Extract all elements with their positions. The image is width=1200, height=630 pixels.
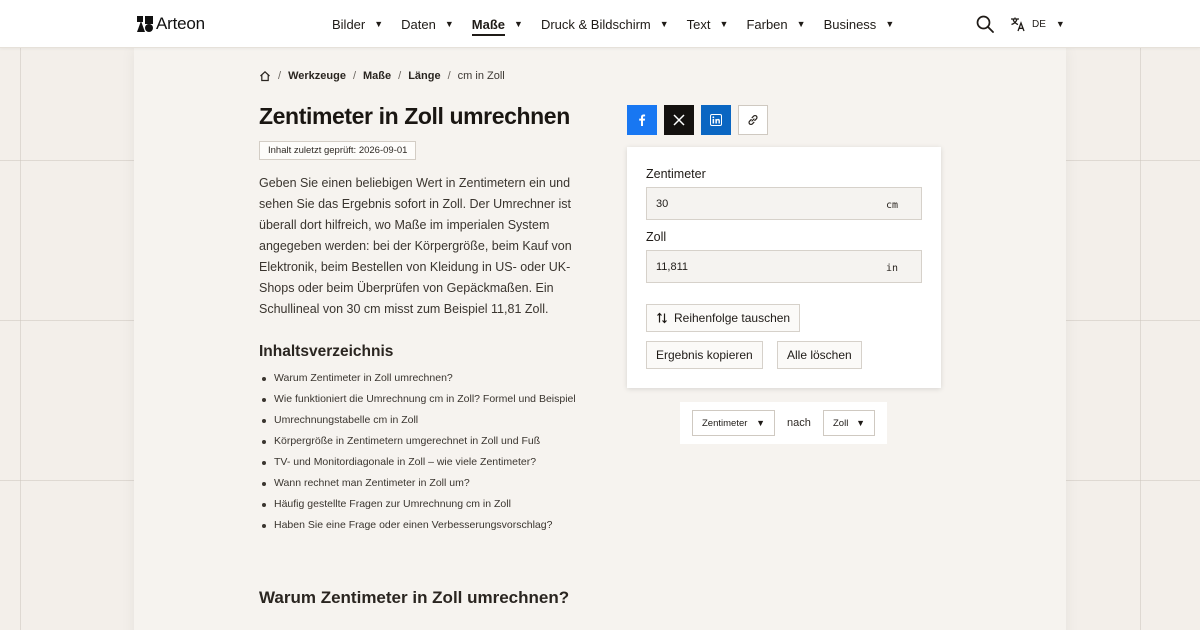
from-unit-select-value: Zentimeter [702, 417, 748, 429]
toc-item[interactable]: Wann rechnet man Zentimeter in Zoll um? [259, 473, 619, 494]
chevron-down-icon: ▼ [719, 18, 729, 29]
converter-card [627, 147, 941, 388]
x-icon [673, 114, 685, 126]
section-heading: Warum Zentimeter in Zoll umrechnen? [259, 588, 570, 607]
unit-selector-bar [680, 402, 887, 444]
swap-order-button[interactable] [646, 304, 800, 332]
to-field [646, 250, 922, 283]
toc-item[interactable]: Haben Sie eine Frage oder einen Verbesserungsvorschlag? [259, 515, 619, 536]
shapes-logo-icon [137, 16, 153, 32]
nav-item-bilder[interactable] [332, 0, 383, 48]
clear-all-label: Alle löschen [787, 348, 852, 362]
toc-item[interactable]: TV- und Monitordiagonale in Zoll – wie viele Zentimeter? [259, 452, 619, 473]
copy-link-button[interactable] [738, 105, 768, 135]
copy-result-button[interactable] [646, 341, 763, 369]
breadcrumb-item-masse[interactable]: Maße [363, 70, 392, 82]
page-title: Zentimeter in Zoll umrechnen [259, 103, 570, 129]
chevron-down-icon: ▼ [756, 418, 765, 428]
share-facebook-button[interactable] [627, 105, 657, 135]
language-selector[interactable] [1010, 14, 1065, 34]
top-navigation-bar [0, 0, 1200, 48]
toc-item[interactable]: Warum Zentimeter in Zoll umrechnen? [259, 368, 619, 389]
unit-connector: nach [787, 417, 811, 429]
brand-logo[interactable] [137, 14, 205, 34]
swap-arrows-icon [656, 312, 668, 324]
chevron-down-icon: ▼ [1055, 19, 1065, 29]
swap-order-label: Reihenfolge tauschen [674, 311, 791, 325]
search-icon[interactable] [976, 15, 994, 33]
nav-item-label: Bilder [332, 16, 366, 32]
share-linkedin-button[interactable] [701, 105, 731, 135]
chevron-down-icon: ▼ [796, 18, 806, 29]
toc-title: Inhaltsverzeichnis [259, 343, 394, 360]
inch-input[interactable] [647, 251, 867, 282]
nav-item-daten[interactable] [401, 0, 454, 48]
chevron-down-icon: ▼ [514, 18, 523, 29]
share-buttons [627, 105, 768, 135]
from-unit-select[interactable] [692, 410, 775, 436]
home-icon[interactable] [259, 70, 271, 82]
chevron-down-icon: ▼ [885, 18, 895, 29]
nav-item-label: Maße [472, 17, 505, 36]
nav-item-label: Farben [746, 16, 788, 32]
nav-item-label: Daten [401, 16, 436, 32]
nav-item-label: Business [823, 16, 877, 32]
chevron-down-icon: ▼ [444, 18, 454, 29]
from-field-label: Zentimeter [646, 167, 706, 181]
to-unit: in [885, 263, 898, 274]
linkedin-icon [710, 114, 722, 126]
share-x-button[interactable] [664, 105, 694, 135]
toc-item[interactable]: Umrechnungstabelle cm in Zoll [259, 410, 619, 431]
nav-item-text[interactable] [687, 0, 729, 48]
breadcrumb-item-laenge[interactable]: Länge [408, 70, 441, 82]
intro-paragraph: Geben Sie einen beliebigen Wert in Zentimetern ein und sehen Sie das Ergebnis sofort in Zoll. Der Umrechner ist überall dort hilfreich, wo Maße im imperialen System angegeben werden: bei der Körpergröße, beim Kauf von Elektronik, beim Bestellen von Kleidung in US- oder UK-Shops oder beim Überprüfen von Gepäckmaßen. Ein Schullineal von 30 cm misst zum Beispiel 11,81 Zoll. [259, 176, 572, 316]
breadcrumb [259, 68, 505, 84]
nav-item-business[interactable] [824, 0, 895, 48]
nav-item-label: Druck & Bildschirm [540, 16, 651, 32]
breadcrumb-separator: / [278, 70, 282, 82]
breadcrumb-current: cm in Zoll [457, 70, 505, 82]
breadcrumb-separator: / [447, 70, 451, 82]
nav-item-label: Text [686, 16, 711, 32]
facebook-icon [636, 114, 648, 126]
toc-item[interactable]: Körpergröße in Zentimetern umgerechnet in Zoll und Fuß [259, 431, 619, 452]
brand-name: Arteon [156, 14, 205, 33]
to-field-label: Zoll [646, 230, 667, 244]
translate-icon [1010, 16, 1026, 32]
to-unit-select-value: Zoll [833, 417, 849, 429]
toc-item[interactable]: Häufig gestellte Fragen zur Umrechnung cm in Zoll [259, 494, 619, 515]
clear-all-button[interactable] [777, 341, 862, 369]
updated-badge: Inhalt zuletzt geprüft: 2026-09-01 [259, 141, 416, 160]
from-field [646, 187, 922, 220]
breadcrumb-separator: / [352, 70, 356, 82]
link-icon [747, 114, 759, 126]
main-nav [332, 0, 894, 48]
nav-item-farben[interactable] [746, 0, 805, 48]
from-unit: cm [885, 200, 898, 211]
chevron-down-icon: ▼ [374, 18, 384, 29]
centimeter-input[interactable] [647, 188, 867, 219]
to-unit-select[interactable] [823, 410, 875, 436]
breadcrumb-item-werkzeuge[interactable]: Werkzeuge [288, 70, 346, 82]
chevron-down-icon: ▼ [856, 418, 865, 428]
nav-item-masse[interactable] [472, 0, 523, 48]
chevron-down-icon: ▼ [659, 18, 669, 29]
language-code: DE [1032, 18, 1046, 30]
toc-list [259, 368, 619, 536]
copy-result-label: Ergebnis kopieren [656, 348, 753, 362]
nav-item-druck-bildschirm[interactable] [541, 0, 669, 48]
breadcrumb-separator: / [398, 70, 402, 82]
toc-item[interactable]: Wie funktioniert die Umrechnung cm in Zoll? Formel und Beispiel [259, 389, 619, 410]
